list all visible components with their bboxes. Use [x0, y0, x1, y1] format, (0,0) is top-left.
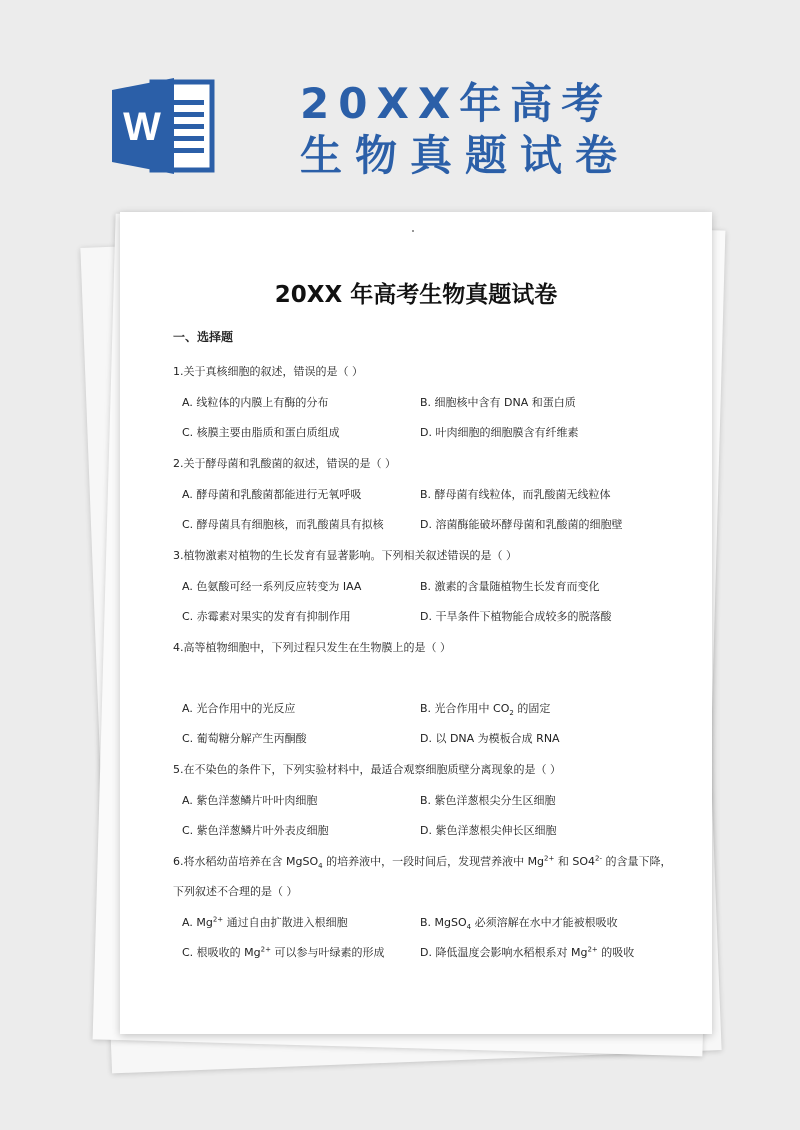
section-heading: 一、选择题: [173, 330, 234, 344]
stem-text: 的培养液中，一段时间后，发现营养液中 Mg: [322, 855, 545, 868]
option-text: 必须溶解在水中才能被根吸收: [471, 916, 618, 929]
option-text: B. 光合作用中 CO: [420, 702, 510, 715]
question-6-stem: [173, 853, 672, 870]
question-5-option-d: D. 紫色洋葱根尖伸长区细胞: [420, 824, 557, 837]
question-2-option-b: B. 酵母菌有线粒体，而乳酸菌无线粒体: [420, 488, 611, 501]
question-3-option-a: A. 色氨酸可经一系列反应转变为 IAA: [182, 580, 362, 593]
page-header: [0, 0, 800, 215]
question-4-option-c: C. 葡萄糖分解产生丙酮酸: [182, 732, 307, 745]
question-1-stem: 1.关于真核细胞的叙述，错误的是（ ）: [173, 365, 363, 378]
question-6-option-d: [420, 944, 634, 960]
word-document-icon: [112, 76, 216, 176]
document-page: [120, 212, 712, 1034]
question-2-option-c: C. 酵母菌具有细胞核，而乳酸菌具有拟核: [182, 518, 384, 531]
question-3-option-b: B. 激素的含量随植物生长发育而变化: [420, 580, 600, 593]
option-text: 通过自由扩散进入根细胞: [223, 916, 348, 929]
question-6-option-a: [182, 914, 348, 930]
question-6-option-c: [182, 944, 384, 960]
question-4-option-d: D. 以 DNA 为模板合成 RNA: [420, 732, 560, 745]
question-2-option-d: D. 溶菌酶能破坏酵母菌和乳酸菌的细胞壁: [420, 518, 623, 531]
question-3-stem: 3.植物激素对植物的生长发育有显著影响。下列相关叙述错误的是（ ）: [173, 549, 517, 562]
superscript: 2-: [595, 854, 602, 863]
question-3-option-c: C. 赤霉素对果实的发育有抑制作用: [182, 610, 351, 623]
question-5-option-a: A. 紫色洋葱鳞片叶叶肉细胞: [182, 794, 318, 807]
question-1-option-c: C. 核膜主要由脂质和蛋白质组成: [182, 426, 340, 439]
option-text: B. MgSO: [420, 916, 467, 929]
question-6-option-b: [420, 914, 618, 931]
question-2-stem: 2.关于酵母菌和乳酸菌的叙述，错误的是（ ）: [173, 457, 396, 470]
question-5-option-b: B. 紫色洋葱根尖分生区细胞: [420, 794, 556, 807]
option-text: 的吸收: [597, 946, 635, 959]
stem-text: 的含量下降，: [602, 855, 672, 868]
question-4-stem: 4.高等植物细胞中，下列过程只发生在生物膜上的是（ ）: [173, 641, 451, 654]
page-headline: [300, 78, 770, 182]
subscript: 4: [318, 862, 323, 871]
question-1-option-b: B. 细胞核中含有 DNA 和蛋白质: [420, 396, 576, 409]
question-6-stem-line-2: 下列叙述不合理的是（ ）: [173, 885, 298, 898]
superscript: 2+: [212, 915, 224, 924]
superscript: 2+: [260, 945, 271, 954]
option-text: 可以参与叶绿素的形成: [270, 946, 385, 959]
headline-line-2: 生物真题试卷: [300, 131, 631, 180]
document-title: 20XX 年高考生物真题试卷: [274, 282, 558, 308]
word-icon-letter: W: [123, 105, 161, 149]
question-1-option-a: A. 线粒体的内膜上有酶的分布: [182, 396, 329, 409]
superscript: 2+: [587, 945, 598, 954]
question-3-option-d: D. 干旱条件下植物能合成较多的脱落酸: [420, 610, 612, 623]
question-4-option-a: A. 光合作用中的光反应: [182, 702, 296, 715]
option-text: D. 降低温度会影响水稻根系对 Mg: [420, 946, 588, 959]
question-1-option-d: D. 叶肉细胞的细胞膜含有纤维素: [420, 426, 579, 439]
subscript: 4: [466, 923, 472, 932]
option-text: C. 根吸收的 Mg: [182, 946, 261, 959]
headline-line-1: 20XX年高考: [300, 79, 613, 128]
stem-text: 和 SO4: [554, 855, 596, 868]
question-5-option-c: C. 紫色洋葱鳞片叶外表皮细胞: [182, 824, 329, 837]
question-2-option-a: A. 酵母菌和乳酸菌都能进行无氧呼吸: [182, 488, 362, 501]
question-5-stem: 5.在不染色的条件下，下列实验材料中，最适合观察细胞质壁分离现象的是（ ）: [173, 763, 561, 776]
superscript: 2+: [544, 854, 555, 863]
option-text: 的固定: [513, 702, 551, 715]
option-text: A. Mg: [182, 916, 213, 929]
stem-text: 6.将水稻幼苗培养在含 MgSO: [173, 855, 319, 868]
question-4-option-b: [420, 700, 550, 717]
page-mark: [412, 230, 414, 232]
subscript: 2: [509, 709, 514, 718]
